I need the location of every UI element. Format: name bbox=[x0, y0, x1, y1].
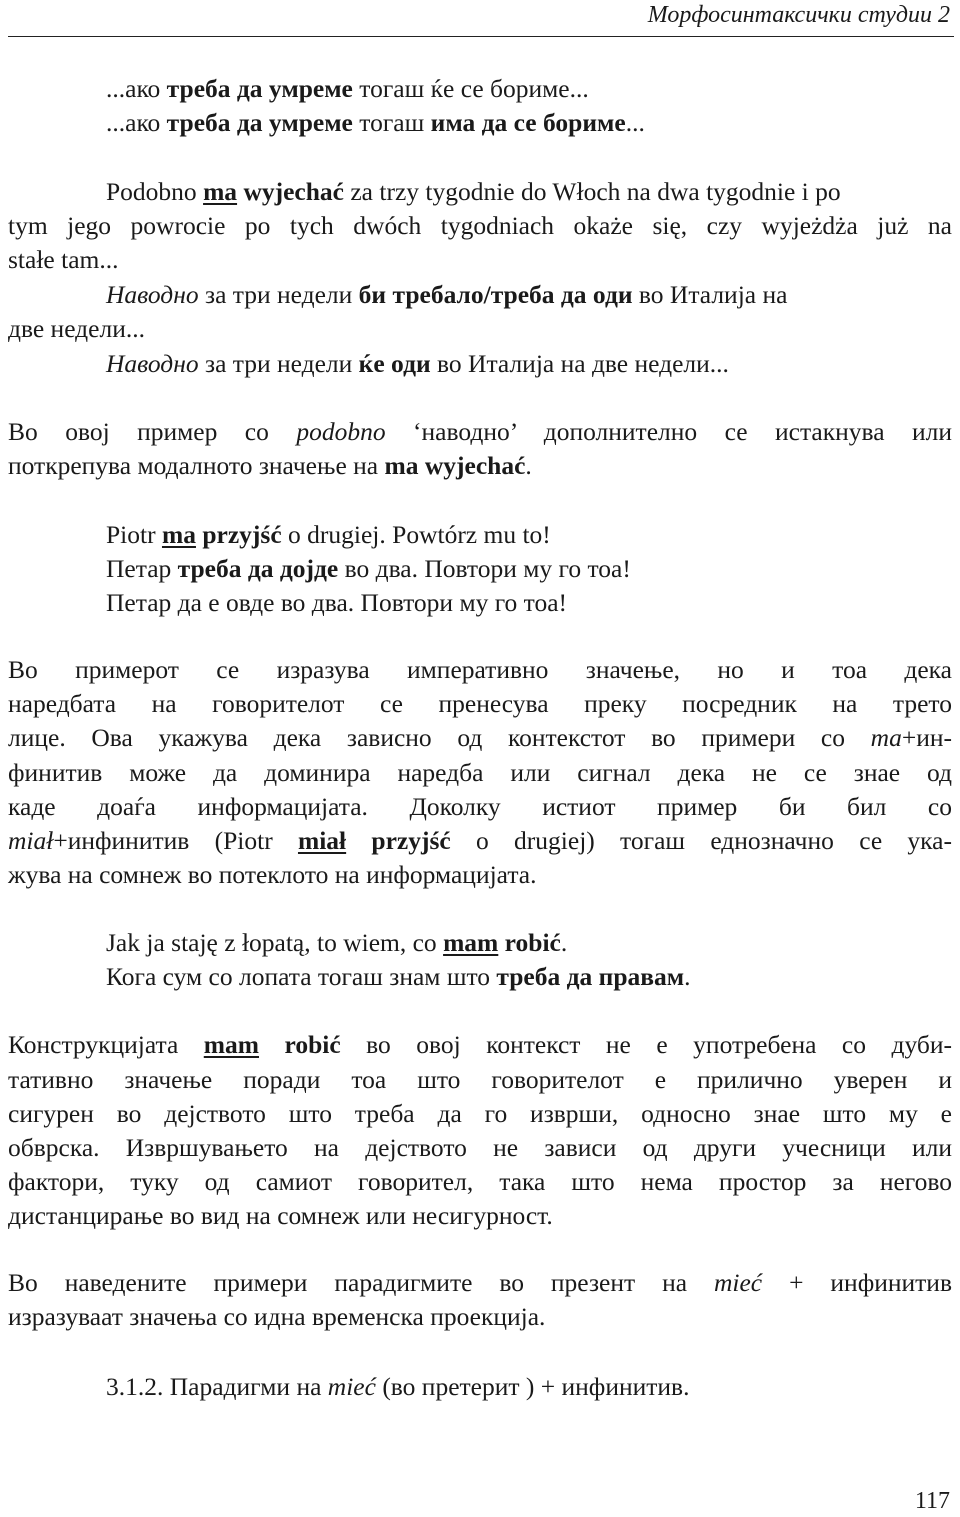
bold-run: wyjechać bbox=[243, 177, 344, 206]
italic-run: mieć bbox=[327, 1372, 376, 1401]
text-run: . bbox=[525, 451, 532, 480]
text-run: ‘наводно’ дополнително се истакнува или bbox=[385, 417, 952, 446]
text-run: . bbox=[684, 962, 691, 991]
bold-run: przyjść bbox=[195, 520, 282, 549]
text-run: тогаш bbox=[352, 108, 431, 137]
bold-run: ma wyjechać bbox=[384, 451, 526, 480]
text-run: Во овој пример со bbox=[8, 417, 297, 446]
text-run: Piotr bbox=[106, 520, 162, 549]
underlined-term: ma bbox=[203, 177, 238, 206]
text-run: ...ако bbox=[106, 108, 167, 137]
text-run: во овој контекст не е употребена со дуби- bbox=[340, 1030, 952, 1059]
text-run: за три недели bbox=[198, 280, 359, 309]
example-line bbox=[106, 926, 952, 960]
italic-run: podobno bbox=[296, 417, 386, 446]
paragraph-line: Во примерот се изразува императивно значење, но и тоа дека bbox=[8, 655, 952, 684]
text-run: во Италија на две недели... bbox=[430, 349, 729, 378]
underlined-term: mam bbox=[203, 1030, 259, 1059]
bold-run: треба да умреме bbox=[166, 74, 353, 103]
text-run: тогаш ќе се бориме... bbox=[352, 74, 589, 103]
example-line bbox=[106, 175, 952, 209]
paragraph-line: дистанцирање во вид на сомнеж или несигурност. bbox=[8, 1201, 553, 1230]
paragraph-line: обврска. Извршувањето на дејството не зависи од други учесници или bbox=[8, 1133, 952, 1162]
text-run: Конструкцијата bbox=[8, 1030, 204, 1059]
italic-run: mieć bbox=[713, 1268, 763, 1297]
section-number: 3.1.2. bbox=[106, 1372, 164, 1401]
example-line bbox=[106, 278, 952, 312]
paragraph-line: жува на сомнеж во потеклото на информацијата. bbox=[8, 860, 537, 889]
bold-run: przyjść bbox=[346, 826, 451, 855]
bold-run: robić bbox=[259, 1030, 341, 1059]
example-line bbox=[106, 960, 952, 994]
bold-run: robić bbox=[498, 928, 561, 957]
bold-run: треба да дојде bbox=[177, 554, 339, 583]
bold-run: би требало/треба да оди bbox=[358, 280, 633, 309]
text-run: Кога сум со лопата тогаш знам што bbox=[106, 962, 497, 991]
text-run: во Италија на bbox=[632, 280, 788, 309]
italic-run: Наводно bbox=[106, 349, 199, 378]
example-line bbox=[106, 552, 952, 586]
text-run: . bbox=[560, 928, 568, 957]
example-line: stałe tam... bbox=[8, 245, 119, 274]
text-run: za trzy tygodnie do Włoch na dwa tygodnie i po bbox=[343, 177, 841, 206]
text-run: ...ако bbox=[106, 74, 167, 103]
paragraph-line: тативно значење поради тоа што говорителот е прилично уверен и bbox=[8, 1065, 952, 1094]
text-run: во два. Повтори му го тоа! bbox=[338, 554, 631, 583]
paragraph-line: фактори, туку од самиот говорител, така што нема простор за негово bbox=[8, 1167, 952, 1196]
text-run: за три недели bbox=[198, 349, 359, 378]
bold-run: ќе оди bbox=[358, 349, 431, 378]
example-line bbox=[106, 347, 952, 381]
text-run: o drugiej) тогаш еднозначно се ука- bbox=[450, 826, 952, 855]
text-run: o drugiej. Powtórz mu to! bbox=[281, 520, 551, 549]
paragraph-line: каде доаѓа информацијата. Доколку истиот пример би бил со bbox=[8, 792, 952, 821]
example-line: две недели... bbox=[8, 314, 145, 343]
text-run: + инфинитив bbox=[762, 1268, 952, 1297]
text-run: Во наведените примери парадигмите во презент на bbox=[8, 1268, 714, 1297]
example-line bbox=[106, 106, 952, 140]
text-run: +инфинитив (Piotr bbox=[53, 826, 298, 855]
example-line bbox=[106, 72, 952, 106]
paragraph-line bbox=[8, 721, 952, 755]
bold-run: треба да умреме bbox=[166, 108, 353, 137]
paragraph-line bbox=[8, 1266, 952, 1300]
paragraph-line: сигурен во дејството што треба да го изврши, односно знае што му е bbox=[8, 1099, 952, 1128]
example-line bbox=[106, 518, 952, 552]
italic-run: ma bbox=[870, 723, 902, 752]
text-run: Парадигми на bbox=[163, 1372, 328, 1401]
bold-run: треба да правам bbox=[496, 962, 685, 991]
italic-run: miał bbox=[8, 826, 54, 855]
underlined-term: miał bbox=[297, 826, 347, 855]
paragraph-line bbox=[8, 415, 952, 449]
text-run: Podobno bbox=[106, 177, 204, 206]
text-run: лице. Ова укажува дека зависно од контекстот во примери со bbox=[8, 723, 871, 752]
example-line: tym jego powrocie po tych dwóch tygodniach okaże się, czy wyjeżdża już na bbox=[8, 211, 952, 240]
underlined-term: ma bbox=[161, 520, 196, 549]
italic-run: Наводно bbox=[106, 280, 199, 309]
text-run: поткрепува модалното значење на bbox=[8, 451, 385, 480]
text-run: ... bbox=[625, 108, 645, 137]
page-number: 117 bbox=[914, 1488, 950, 1514]
paragraph-line bbox=[8, 824, 952, 858]
underlined-term: mam bbox=[443, 928, 499, 957]
running-title: Морфосинтаксички студии 2 bbox=[647, 2, 950, 28]
running-header bbox=[8, 0, 954, 37]
text-run: Jak ja staję z łopatą, to wiem, co bbox=[106, 928, 444, 957]
text-run: Петар bbox=[106, 554, 178, 583]
text-run: +ин- bbox=[901, 723, 952, 752]
paragraph-line: финитив може да доминира наредба или сигнал дека не се знае од bbox=[8, 758, 952, 787]
paragraph-line bbox=[8, 449, 952, 483]
section-heading bbox=[106, 1370, 952, 1404]
paragraph-line bbox=[8, 1028, 952, 1062]
paragraph-line: наредбата на говорителот се пренесува преку посредник на трето bbox=[8, 689, 952, 718]
bold-run: има да се бориме bbox=[430, 108, 626, 137]
text-run: (во претерит ) + инфинитив. bbox=[375, 1372, 690, 1401]
paragraph-line: изразуваат значења со идна временска проекција. bbox=[8, 1302, 546, 1331]
example-line: Петар да е овде во два. Повтори му го тоа! bbox=[106, 588, 568, 617]
